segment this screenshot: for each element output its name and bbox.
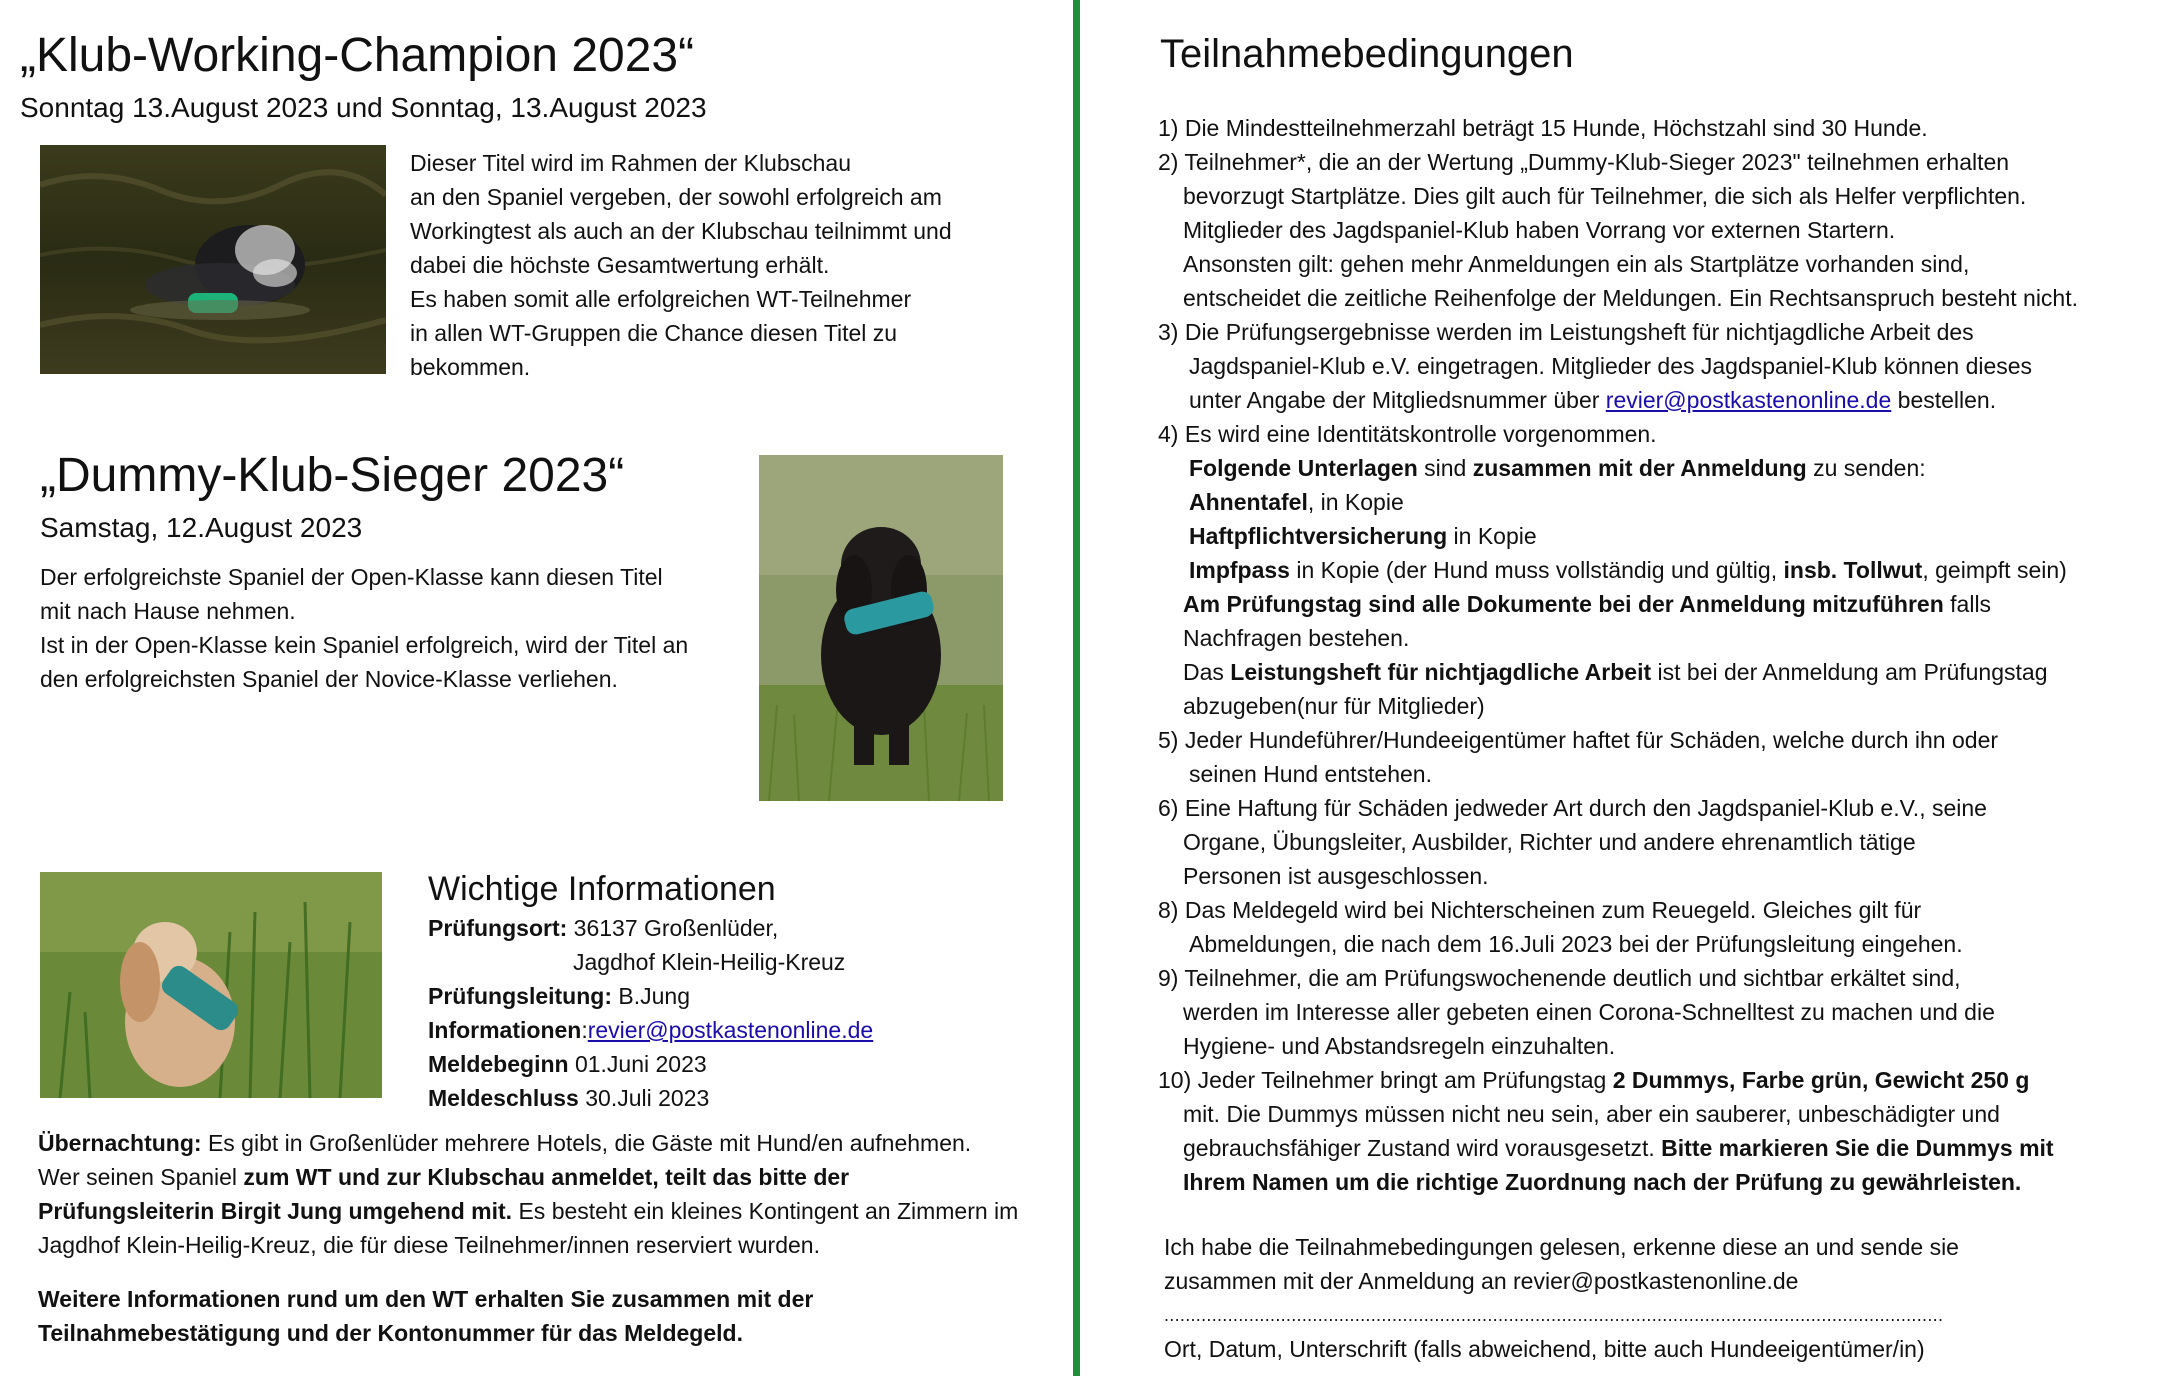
condition-4-text: ist bei der Anmeldung am Prüfungstag <box>1651 659 2048 685</box>
condition-3-line: unter Angabe der Mitgliedsnummer über <box>1189 387 1606 413</box>
condition-4-bold: Impfpass <box>1189 557 1290 583</box>
condition-2: 2) Teilnehmer*, die an der Wertung „Dummy-Klub-Sieger 2023" teilnehmen erhalten <box>1158 149 2010 175</box>
condition-9: 9) Teilnehmer, die am Prüfungswochenende deutlich und sichtbar erkältet sind, <box>1158 965 1961 991</box>
condition-9-line: Hygiene- und Abstandsregeln einzuhalten. <box>1183 1033 1616 1059</box>
condition-4-bold: zusammen mit der Anmeldung <box>1472 455 1807 481</box>
info-ort-value: 36137 Großenlüder, <box>567 915 779 941</box>
condition-4-text: sind <box>1417 455 1473 481</box>
condition-2-line: bevorzugt Startplätze. Dies gilt auch für Teilnehmer, die sich als Helfer verpflichten. <box>1183 183 2027 209</box>
confirmation-line: zusammen mit der Anmeldung an revier@postkastenonline.de <box>1164 1268 1799 1294</box>
dks-line: mit nach Hause nehmen. <box>40 598 296 624</box>
kwc-line: bekommen. <box>410 354 531 380</box>
condition-4: 4) Es wird eine Identitätskontrolle vorgenommen. <box>1158 421 1657 447</box>
kwc-line: Workingtest als auch an der Klubschau teilnimmt und <box>410 218 952 244</box>
condition-4-text: in Kopie <box>1447 523 1537 549</box>
conditions-list <box>1158 111 2078 1199</box>
uebernachtung-text: Jagdhof Klein-Heilig-Kreuz, die für diese Teilnehmer/innen reserviert wurden. <box>38 1232 820 1258</box>
condition-10-bold: Ihrem Namen um die richtige Zuordnung nach der Prüfung zu gewährleisten. <box>1183 1169 2022 1195</box>
info-block <box>428 911 873 1115</box>
confirmation-block <box>1164 1230 1959 1366</box>
uebernachtung-text: Wer seinen Spaniel <box>38 1164 244 1190</box>
condition-3: 3) Die Prüfungsergebnisse werden im Leistungsheft für nichtjagdliche Arbeit des <box>1158 319 1974 345</box>
condition-6-line: Personen ist ausgeschlossen. <box>1183 863 1489 889</box>
info-dog-photo <box>40 872 382 1098</box>
condition-10-bold: 2 Dummys, Farbe grün, Gewicht 250 g <box>1612 1067 2030 1093</box>
condition-4-bold: Leistungsheft für nichtjagdliche Arbeit <box>1230 659 1652 685</box>
conditions-title: Teilnahmebedingungen <box>1160 32 1574 76</box>
info-email-link[interactable]: revier@postkastenonline.de <box>587 1017 874 1043</box>
condition-4-text: abzugeben(nur für Mitglieder) <box>1183 693 1485 719</box>
info-leitung-label: Prüfungsleitung: <box>428 983 612 1009</box>
dks-date: Samstag, 12.August 2023 <box>40 512 363 543</box>
condition-4-bold: Am Prüfungstag sind alle Dokumente bei der Anmeldung mitzuführen <box>1183 591 1944 617</box>
weitere-line: Teilnahmebestätigung und der Kontonummer für das Meldegeld. <box>38 1320 743 1346</box>
info-meldeschluss-label: Meldeschluss <box>428 1085 579 1111</box>
condition-2-line: Ansonsten gilt: gehen mehr Anmeldungen ein als Startplätze vorhanden sind, <box>1183 251 1970 277</box>
condition-1: 1) Die Mindestteilnehmerzahl beträgt 15 Hunde, Höchstzahl sind 30 Hunde. <box>1158 115 1928 141</box>
kwc-dog-swimming-photo <box>40 145 386 374</box>
uebernachtung-bold: zum WT und zur Klubschau anmeldet, teilt das bitte der <box>243 1164 850 1190</box>
info-meldeschluss-value: 30.Juli 2023 <box>578 1085 710 1111</box>
signature-dotted-line: ................................................................................................................................................... <box>1164 1305 1944 1325</box>
kwc-title: „Klub-Working-Champion 2023“ <box>20 29 695 82</box>
condition-8: 8) Das Meldegeld wird bei Nichterscheinen zum Reuegeld. Gleiches gilt für <box>1158 897 1922 923</box>
uebernachtung-label: Übernachtung: <box>38 1130 202 1156</box>
condition-4-text: in Kopie (der Hund muss vollständig und gültig, <box>1289 557 1784 583</box>
condition-10: 10) Jeder Teilnehmer bringt am Prüfungstag <box>1158 1067 1613 1093</box>
weitere-block <box>38 1282 813 1350</box>
uebernachtung-block <box>38 1126 1018 1262</box>
uebernachtung-text: Es gibt in Großenlüder mehrere Hotels, die Gäste mit Hund/en aufnehmen. <box>201 1130 972 1156</box>
dks-description <box>40 560 688 696</box>
condition-4-bold: Ahnentafel <box>1189 489 1308 515</box>
condition-5: 5) Jeder Hundeführer/Hundeeigentümer haftet für Schäden, welche durch ihn oder <box>1158 727 1999 753</box>
uebernachtung-text: Es besteht ein kleines Kontingent an Zimmern im <box>512 1198 1019 1224</box>
kwc-description <box>410 146 952 384</box>
kwc-line: dabei die höchste Gesamtwertung erhält. <box>410 252 830 278</box>
dks-line: Der erfolgreichste Spaniel der Open-Klasse kann diesen Titel <box>40 564 663 590</box>
condition-5-line: seinen Hund entstehen. <box>1189 761 1432 787</box>
condition-4-text: zu senden: <box>1806 455 1926 481</box>
uebernachtung-bold: Prüfungsleiterin Birgit Jung umgehend mit. <box>38 1198 513 1224</box>
weitere-line: Weitere Informationen rund um den WT erhalten Sie zusammen mit der <box>38 1286 814 1312</box>
condition-4-text: , geimpft sein) <box>1922 557 2067 583</box>
condition-4-bold: Folgende Unterlagen <box>1189 455 1418 481</box>
info-meldebeginn-label: Meldebeginn <box>428 1051 569 1077</box>
info-ort-value2: Jagdhof Klein-Heilig-Kreuz <box>573 949 846 975</box>
condition-2-line: Mitglieder des Jagdspaniel-Klub haben Vorrang vor externen Startern. <box>1183 217 1896 243</box>
info-ort-label: Prüfungsort: <box>428 915 568 941</box>
dks-line: Ist in der Open-Klasse kein Spaniel erfolgreich, wird der Titel an <box>40 632 689 658</box>
dks-line: den erfolgreichsten Spaniel der Novice-Klasse verliehen. <box>40 666 618 692</box>
dks-title: „Dummy-Klub-Sieger 2023“ <box>40 449 625 502</box>
condition-10-line: gebrauchsfähiger Zustand wird vorausgesetzt. <box>1183 1135 1662 1161</box>
kwc-line: in allen WT-Gruppen die Chance diesen Titel zu <box>410 320 898 346</box>
condition-4-text: Nachfragen bestehen. <box>1183 625 1410 651</box>
kwc-line: Es haben somit alle erfolgreichen WT-Teilnehmer <box>410 286 912 312</box>
kwc-line: Dieser Titel wird im Rahmen der Klubschau <box>410 150 852 176</box>
condition-6: 6) Eine Haftung für Schäden jedweder Art durch den Jagdspaniel-Klub e.V., seine <box>1158 795 1987 821</box>
signature-caption: Ort, Datum, Unterschrift (falls abweichend, bitte auch Hundeeigentümer/in) <box>1164 1336 1925 1362</box>
info-meldebeginn-value: 01.Juni 2023 <box>568 1051 707 1077</box>
condition-3-line: Jagdspaniel-Klub e.V. eingetragen. Mitglieder des Jagdspaniel-Klub können dieses <box>1189 353 2033 379</box>
condition-6-line: Organe, Übungsleiter, Ausbilder, Richter und andere ehrenamtlich tätige <box>1183 829 1916 855</box>
info-leitung-value: B.Jung <box>611 983 690 1009</box>
info-title: Wichtige Informationen <box>428 870 776 908</box>
column-divider <box>1073 0 1080 1376</box>
condition-4-bold: Haftpflichtversicherung <box>1189 523 1448 549</box>
condition-4-text: falls <box>1943 591 1992 617</box>
condition-4-text: , in Kopie <box>1307 489 1404 515</box>
condition-4-bold: insb. Tollwut <box>1783 557 1923 583</box>
info-informationen-label: Informationen <box>428 1017 582 1043</box>
conditions-email-link[interactable]: revier@postkastenonline.de <box>1605 387 1892 413</box>
condition-10-line: mit. Die Dummys müssen nicht neu sein, aber ein sauberer, unbeschädigter und <box>1183 1101 2000 1127</box>
info-separator: : <box>581 1017 588 1043</box>
dks-dog-running-photo <box>759 455 1003 801</box>
condition-8-line: Abmeldungen, die nach dem 16.Juli 2023 bei der Prüfungsleitung eingehen. <box>1189 931 1963 957</box>
condition-2-line: entscheidet die zeitliche Reihenfolge der Meldungen. Ein Rechtsanspruch besteht nicht. <box>1183 285 2079 311</box>
condition-9-line: werden im Interesse aller gebeten einen Corona-Schnelltest zu machen und die <box>1183 999 1995 1025</box>
kwc-date: Sonntag 13.August 2023 und Sonntag, 13.August 2023 <box>20 92 707 123</box>
kwc-line: an den Spaniel vergeben, der sowohl erfolgreich am <box>410 184 942 210</box>
condition-4-text: Das <box>1183 659 1231 685</box>
confirmation-line: Ich habe die Teilnahmebedingungen gelesen, erkenne diese an und sende sie <box>1164 1234 1959 1260</box>
condition-3-line: bestellen. <box>1891 387 1997 413</box>
condition-10-bold: Bitte markieren Sie die Dummys mit <box>1661 1135 2054 1161</box>
